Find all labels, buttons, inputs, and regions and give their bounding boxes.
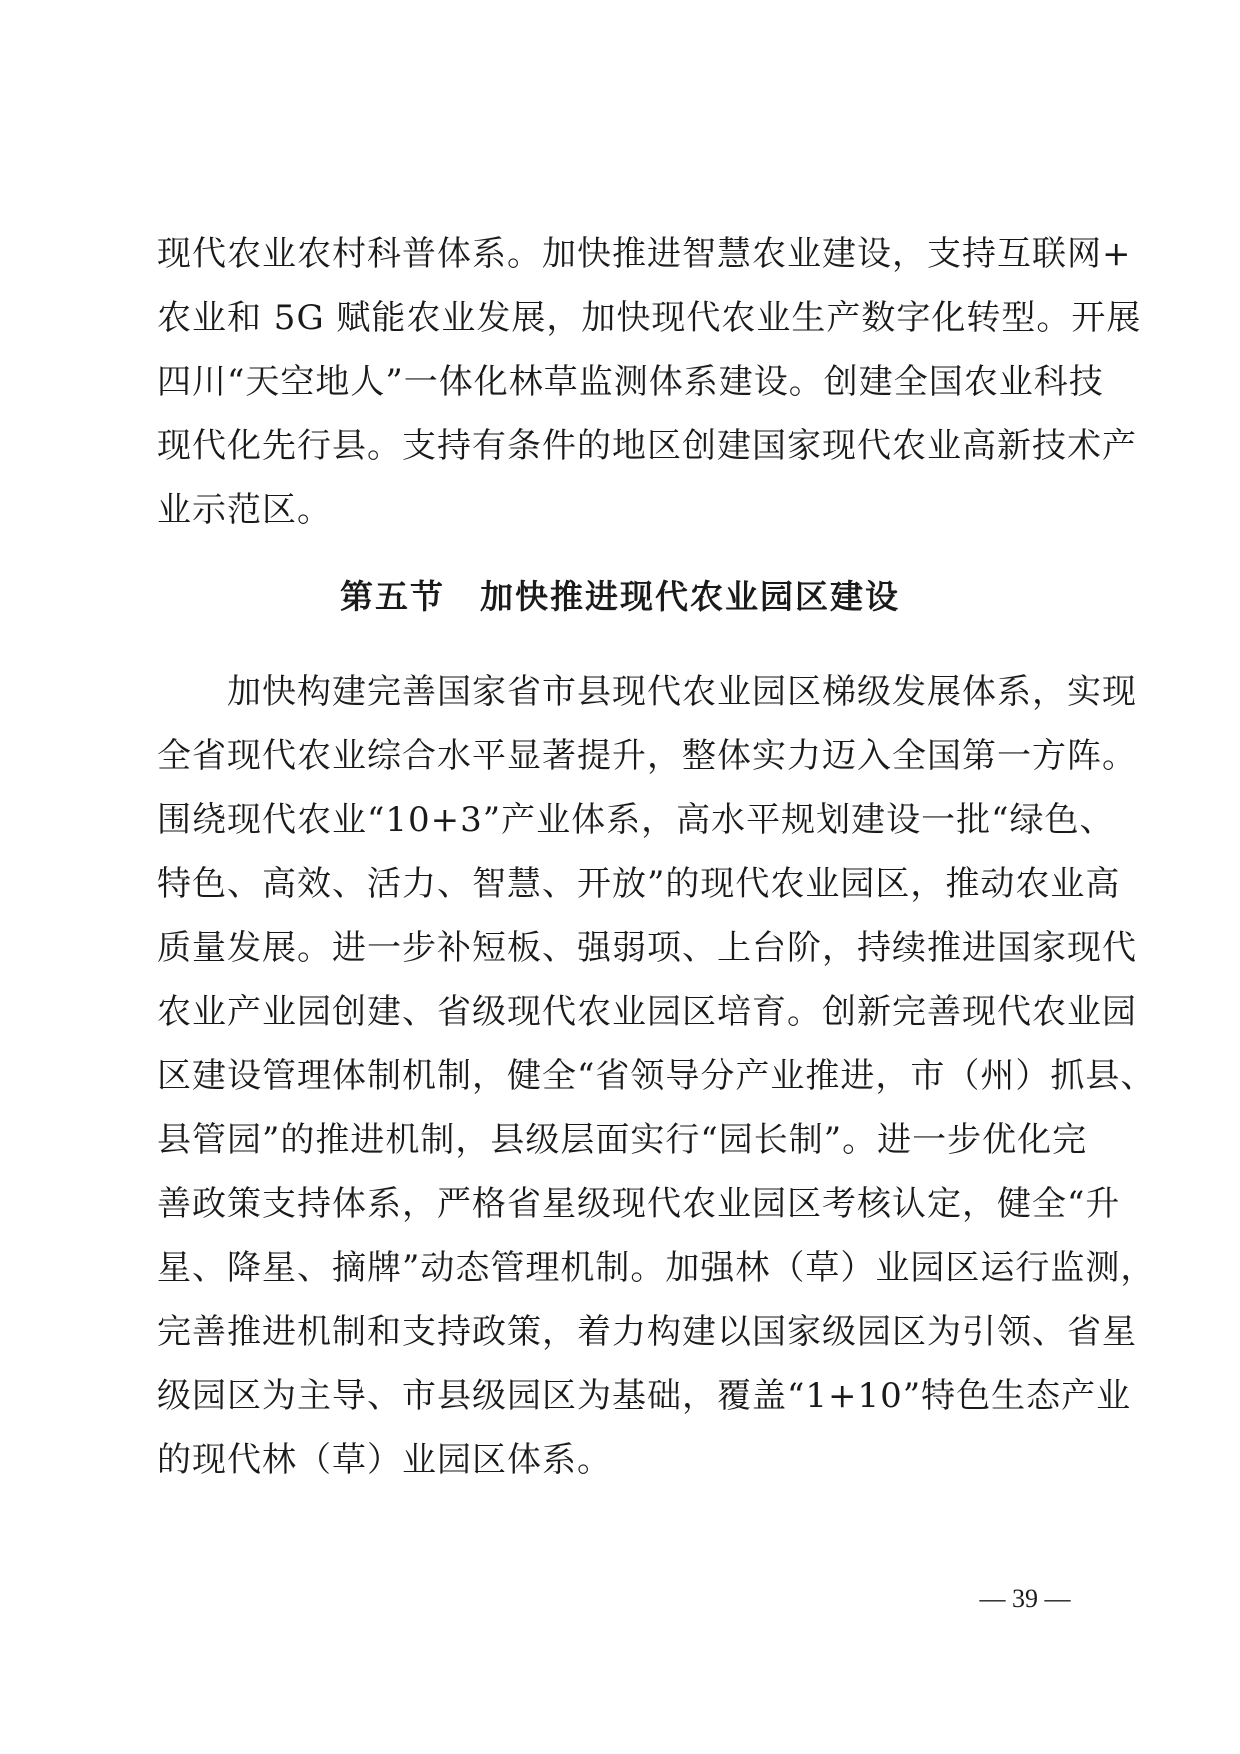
text-line: 农业和 5G 赋能农业发展，加快现代农业生产数字化转型。开展 bbox=[157, 298, 1142, 338]
text-line: 全省现代农业综合水平显著提升，整体实力迈入全国第一方阵。 bbox=[157, 736, 1137, 776]
text-line: 县管园”的推进机制，县级层面实行“园长制”。进一步优化完 bbox=[157, 1120, 1088, 1160]
text-line: 现代化先行县。支持有条件的地区创建国家现代农业高新技术产 bbox=[157, 426, 1137, 466]
text-line: 质量发展。进一步补短板、强弱项、上台阶，持续推进国家现代 bbox=[157, 928, 1137, 968]
text-line: 的现代林（草）业园区体系。 bbox=[157, 1440, 612, 1480]
text-line: 现代农业农村科普体系。加快推进智慧农业建设，支持互联网+ bbox=[157, 234, 1132, 274]
page-number: — 39 — bbox=[979, 1584, 1071, 1613]
text-line: 特色、高效、活力、智慧、开放”的现代农业园区，推动农业高 bbox=[157, 864, 1121, 904]
text-line: 级园区为主导、市县级园区为基础，覆盖“1+10”特色生态产业 bbox=[157, 1376, 1132, 1416]
paragraph-continued bbox=[157, 222, 1142, 542]
text-line: 完善推进机制和支持政策，着力构建以国家级园区为引领、省星 bbox=[157, 1312, 1137, 1352]
text-line: 星、降星、摘牌”动态管理机制。加强林（草）业园区运行监测， bbox=[157, 1248, 1156, 1288]
text-line: 加快构建完善国家省市县现代农业园区梯级发展体系，实现 bbox=[227, 672, 1137, 712]
text-line: 围绕现代农业“10+3”产业体系，高水平规划建设一批“绿色、 bbox=[157, 800, 1115, 840]
text-line: 区建设管理体制机制，健全“省领导分产业推进，市（州）抓县、 bbox=[157, 1056, 1156, 1096]
text-line: 善政策支持体系，严格省星级现代农业园区考核认定，健全“升 bbox=[157, 1184, 1121, 1224]
text-line: 农业产业园创建、省级现代农业园区培育。创新完善现代农业园 bbox=[157, 992, 1137, 1032]
section-heading: 第五节 加快推进现代农业园区建设 bbox=[340, 577, 900, 616]
text-line: 业示范区。 bbox=[157, 490, 332, 530]
text-line: 四川“天空地人”一体化林草监测体系建设。创建全国农业科技 bbox=[157, 362, 1104, 402]
paragraph-section-body bbox=[157, 660, 1156, 1492]
